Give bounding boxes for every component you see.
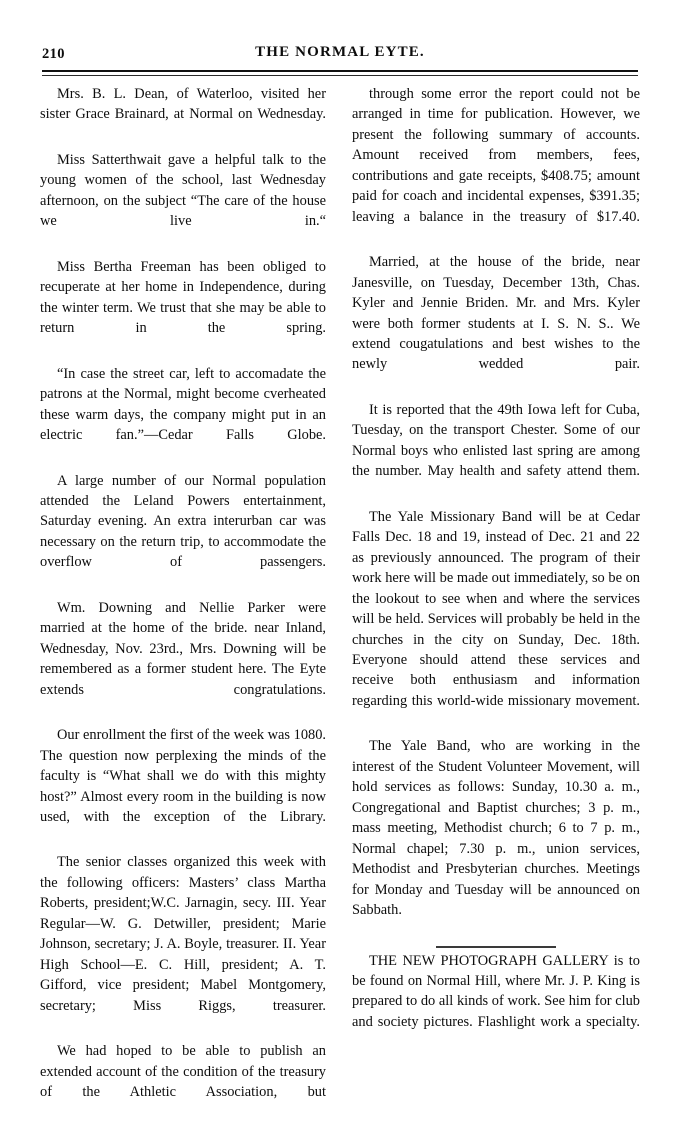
header-rule-thin <box>42 75 638 76</box>
paragraph: Miss Satterthwait gave a helpful talk to the young women of the school, last Wednesday afternoon, on the subject “The care of the house we live in.“ <box>40 151 326 230</box>
paragraph: “In case the street car, left to accomadate the patrons at the Normal, might become cverheated these warm days, the company might put in an electric fan.”—Cedar Falls Globe. <box>40 365 326 444</box>
paragraph: Our enrollment the first of the week was 1080. The question now perplexing the minds of the faculty is “What shall we do with this mighty host?” Almost every room in the building is now used, with the exception of the Library. <box>40 727 326 825</box>
paragraph: Miss Bertha Freeman has been obliged to recuperate at her home in Independence, during the winter term. We trust that she may be able to return in the spring. <box>40 258 326 337</box>
paragraph: The Yale Missionary Band will be at Cedar Falls Dec. 18 and 19, instead of Dec. 21 and 22 as previously announced. The program of their work here will be made out immediately, so be on the lookout to see when and where the services will be held. Services will probably be held in the churches in the city on Sunday, Dec. 18th. Everyone should attend these services and receive both enthusiasm and information regarding this world-wide missionary movement. <box>352 508 640 709</box>
paragraph: We had hoped to be able to publish an extended account of the condition of the treasury of the Athletic Association, but <box>40 1043 326 1101</box>
publication-title: THE NORMAL EYTE. <box>255 44 425 60</box>
paragraph: Wm. Downing and Nellie Parker were married at the home of the bride. near Inland, Wednesday, Nov. 23rd., Mrs. Downing will be remembered as a former student here. The Eyte extends congratulations. <box>40 599 326 698</box>
paragraph: The senior classes organized this week with the following officers: Masters’ class Martha Roberts, president;W.C. Jarnagin, secy. III. Year Regular—W. G. Detwiller, president; Marie Johnson, secretary; J. A. Boyle, treasurer. II. Year High School—E. C. Hill, president; A. T. Gifford, vice president; Mabel Montgomery, secretary; Miss Riggs, treasurer. <box>40 854 326 1014</box>
paragraph: through some error the report could not be arranged in time for publication. However, we present the following summary of accounts. Amount received from members, fees, contributions and gate receipts, $408.75; amount paid for coach and incidental expenses, $391.35; leaving a balance in the treasury of $17.40. <box>352 86 640 225</box>
advertisement-divider-rule <box>436 946 556 948</box>
paragraph: A large number of our Normal population attended the Leland Powers entertainment, Saturday evening. An extra interurban car was necessary on the return trip, to accommodate the overflow of passengers. <box>40 472 326 571</box>
header-rule-thick <box>42 70 638 72</box>
advertisement-text: THE NEW PHOTOGRAPH GALLERY is to be found on Normal Hill, where Mr. J. P. King is prepared to do all kinds of work. See him for club and society pictures. Flashlight work a specialty. <box>352 952 640 1030</box>
paragraph: Married, at the house of the bride, near Janesville, on Tuesday, December 13th, Chas. Kyler and Jennie Briden. Mr. and Mrs. Kyler were both former students at I. S. N. S.. We extend cougatulations and best wishes to the newly wedded pair. <box>352 254 640 373</box>
page-number: 210 <box>42 46 65 62</box>
paragraph: It is reported that the 49th Iowa left for Cuba, Tuesday, on the transport Chester. Some of our Normal boys who enlisted last spring are among the number. May health and safety attend them. <box>352 401 640 480</box>
paragraph: Mrs. B. L. Dean, of Waterloo, visited her sister Grace Brainard, at Normal on Wednesday. <box>40 86 326 123</box>
paragraph: The Yale Band, who are working in the interest of the Student Volunteer Movement, will hold services as follows: Sunday, 10.30 a. m., Congregational and Baptist churches; 3 p. m., mass meeting, Methodist church; 6 to 7 p. m., Normal chapel; 7.30 p. m., union services, Methodist and Presbyterian churches. Meetings for Monday and Tuesday will be announced on Sabbath. <box>352 738 640 919</box>
text-column-left <box>40 84 326 1123</box>
advertisement-block <box>352 951 640 1053</box>
running-head <box>42 44 638 66</box>
text-column-right <box>352 84 640 1053</box>
